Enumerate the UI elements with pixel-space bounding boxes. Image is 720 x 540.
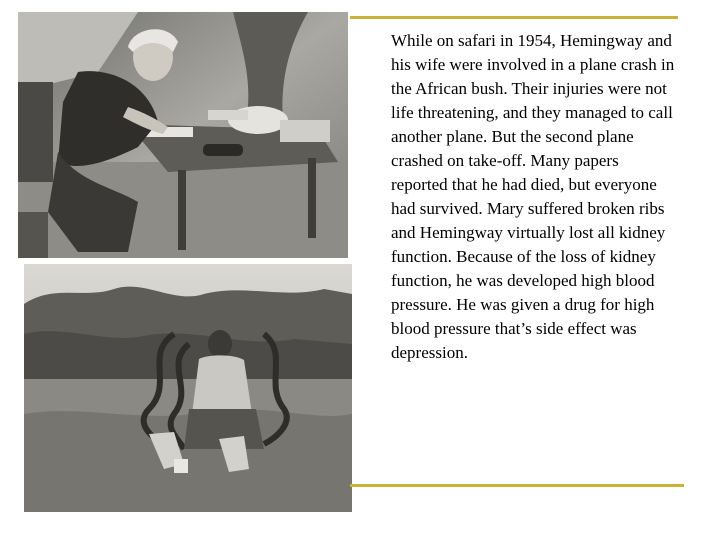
- top-accent-rule: [350, 16, 678, 19]
- bottom-accent-rule: [350, 484, 684, 487]
- photo-writing-at-table: [18, 12, 348, 258]
- slide-body-text: While on safari in 1954, Hemingway and his wife were involved in a plane crash in the African bush. Their injuries were not life threatening, and they managed to call another plane. But the second plane crashed on take-off. Many papers reported that he had died, but everyone had survived. Mary suffered broken ribs and Hemingway virtually lost all kidney function. Because of the loss of kidney function, he was developed high blood pressure. He was given a drug for high blood pressure that’s side effect was depression.: [391, 31, 675, 362]
- photo-hunting-trophy: [24, 264, 352, 512]
